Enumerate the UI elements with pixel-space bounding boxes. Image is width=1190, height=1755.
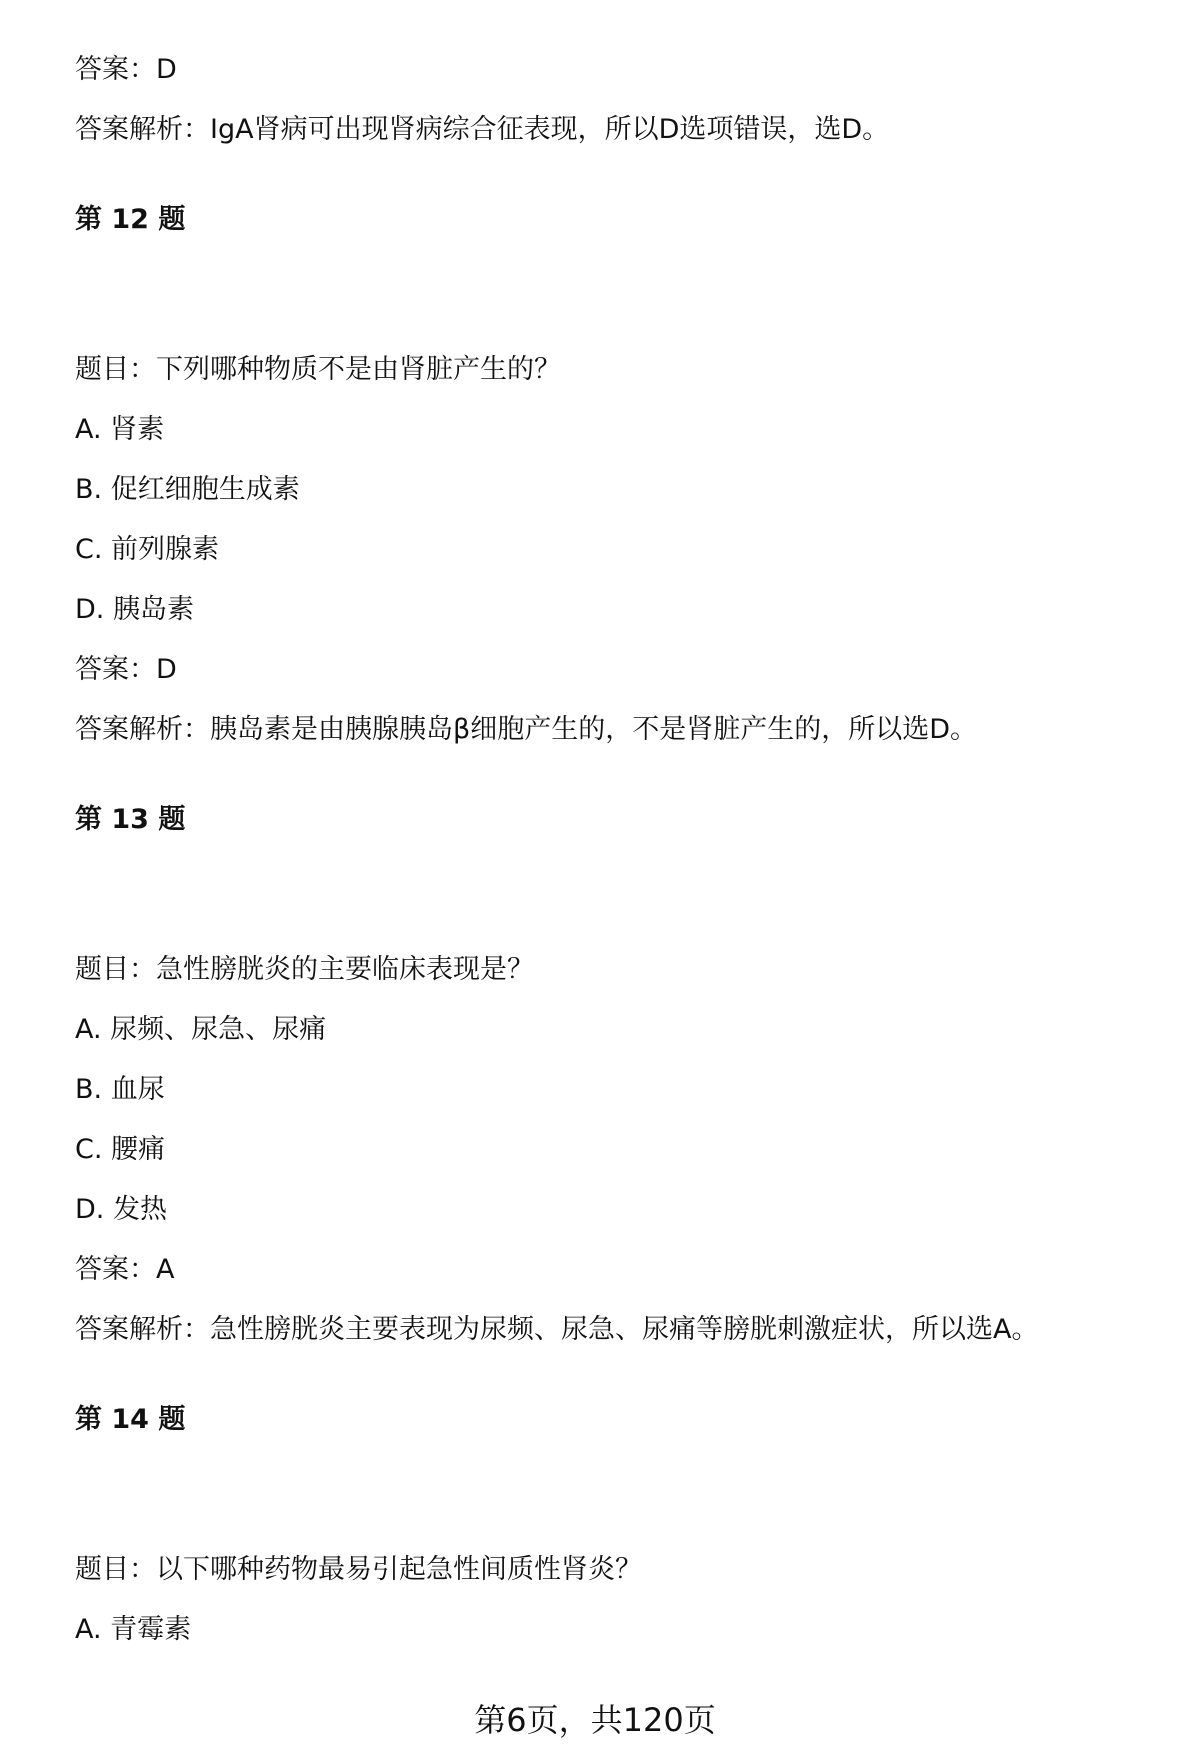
question-14-heading: 第 14 题 <box>75 1404 186 1435</box>
page-number-footer: 第6页，共120页 <box>474 1701 716 1739</box>
question-13-analysis: 答案解析：急性膀胱炎主要表现为尿频、尿急、尿痛等膀胱刺激症状，所以选A。 <box>75 1314 1039 1345</box>
question-12-answer: 答案：D <box>75 654 177 685</box>
question-13-option-c: C. 腰痛 <box>75 1134 166 1165</box>
prev-analysis: 答案解析：IgA肾病可出现肾病综合征表现，所以D选项错误，选D。 <box>75 114 890 145</box>
prev-answer: 答案：D <box>75 54 177 85</box>
question-13-heading: 第 13 题 <box>75 804 186 835</box>
question-13-option-a: A. 尿频、尿急、尿痛 <box>75 1014 327 1045</box>
question-14-text: 题目：以下哪种药物最易引起急性间质性肾炎？ <box>75 1554 642 1585</box>
question-12-text: 题目：下列哪种物质不是由肾脏产生的？ <box>75 354 561 385</box>
question-12-heading: 第 12 题 <box>75 204 186 235</box>
question-12-analysis: 答案解析：胰岛素是由胰腺胰岛β细胞产生的，不是肾脏产生的，所以选D。 <box>75 714 978 745</box>
question-12-option-c: C. 前列腺素 <box>75 534 220 565</box>
question-12-option-d: D. 胰岛素 <box>75 594 194 625</box>
question-12-option-a: A. 肾素 <box>75 414 165 445</box>
question-13-option-b: B. 血尿 <box>75 1074 165 1105</box>
question-13-text: 题目：急性膀胱炎的主要临床表现是？ <box>75 954 534 985</box>
question-14-option-a: A. 青霉素 <box>75 1614 192 1645</box>
question-12-option-b: B. 促红细胞生成素 <box>75 474 300 505</box>
question-13-option-d: D. 发热 <box>75 1194 167 1225</box>
question-13-answer: 答案：A <box>75 1254 175 1285</box>
